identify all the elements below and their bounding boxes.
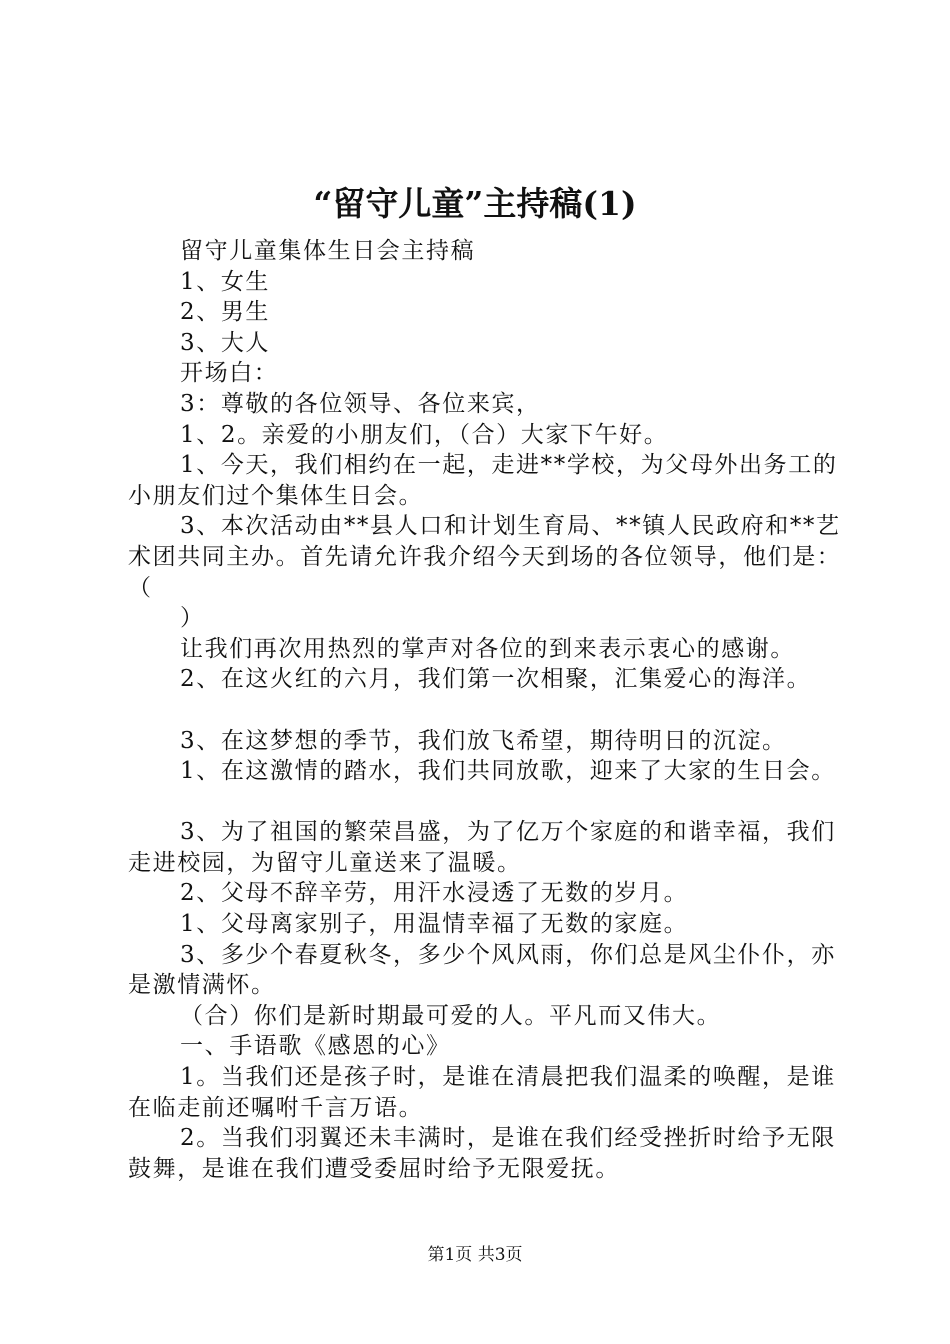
paragraph: 1。当我们还是孩子时，是谁在清晨把我们温柔的唤醒，是谁在临走前还嘱咐千言万语。 [128, 1064, 836, 1121]
paragraph: 3、为了祖国的繁荣昌盛，为了亿万个家庭的和谐幸福，我们走进校园，为留守儿童送来了温暖。 [128, 819, 836, 876]
paragraph: 1、2。亲爱的小朋友们，（合）大家下午好。 [180, 421, 669, 448]
paragraph: 3、大人 [180, 329, 271, 356]
paragraph: （合）你们是新时期最可爱的人。平凡而又伟大。 [180, 1002, 722, 1029]
paragraph: 让我们再次用热烈的掌声对各位的到来表示衷心的感谢。 [180, 635, 795, 662]
paragraph: 一、手语歌《感恩的心》 [180, 1033, 451, 1060]
paragraph: 2。当我们羽翼还未丰满时，是谁在我们经受挫折时给予无限鼓舞，是谁在我们遭受委屈时给予无限爱抚。 [128, 1125, 836, 1182]
document-body [128, 236, 848, 1184]
paragraph: 留守儿童集体生日会主持稿 [180, 238, 476, 264]
paragraph: ） [180, 605, 205, 632]
paragraph: 1、今天，我们相约在一起，走进**学校，为父母外出务工的小朋友们过个集体生日会。 [128, 452, 838, 509]
paragraph: 2、男生 [180, 299, 271, 326]
paragraph: 3、本次活动由**县人口和计划生育局、**镇人民政府和**艺术团共同主办。首先请允许我介绍今天到场的各位领导，他们是：（ [128, 513, 842, 601]
paragraph: 开场白： [180, 360, 279, 387]
blank-line [128, 787, 848, 818]
paragraph: 3：尊敬的各位领导、各位来宾， [180, 390, 541, 417]
paragraph: 1、父母离家别子，用温情幸福了无数的家庭。 [180, 911, 689, 938]
blank-line [128, 695, 848, 726]
paragraph: 2、在这火红的六月，我们第一次相聚，汇集爱心的海洋。 [180, 666, 812, 693]
page-footer: 第1页 共3页 [427, 1245, 523, 1265]
paragraph: 3、多少个春夏秋冬，多少个风风雨，你们总是风尘仆仆，亦是激情满怀。 [128, 941, 836, 999]
paragraph: 1、在这激情的踏水，我们共同放歌，迎来了大家的生日会。 [180, 758, 836, 785]
paragraph: 2、父母不辞辛劳，用汗水浸透了无数的岁月。 [180, 880, 689, 907]
document-title: “留守儿童”主持稿(1) [313, 184, 637, 223]
paragraph: 3、在这梦想的季节，我们放飞希望，期待明日的沉淀。 [180, 727, 787, 754]
paragraph: 1、女生 [180, 268, 271, 295]
